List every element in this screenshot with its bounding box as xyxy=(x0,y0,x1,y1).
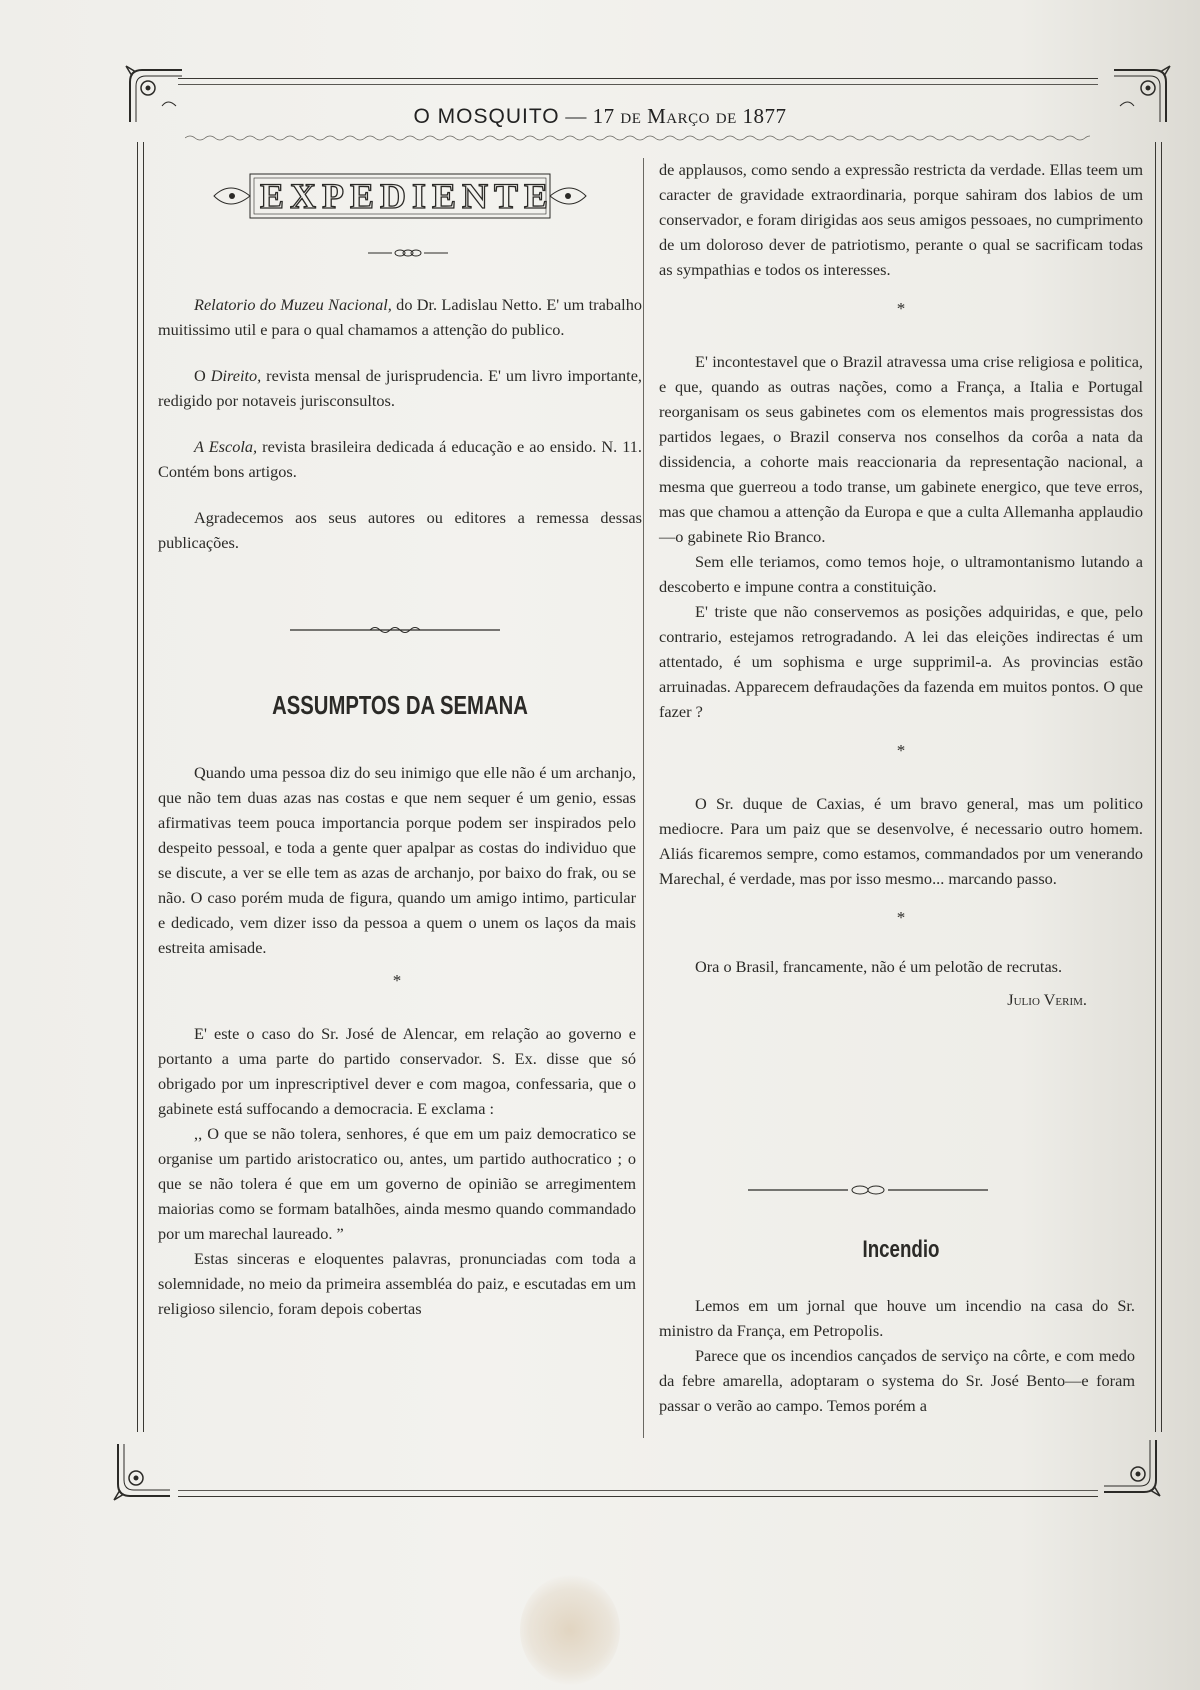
publication-title: Relatorio do Muzeu Nacional, xyxy=(194,295,392,314)
header-wavy-rule xyxy=(185,134,1090,142)
incendio-paragraph-1: Lemos em um jornal que houve um incendio na casa do Sr. ministro da França, em Petropolis. xyxy=(659,1296,1135,1340)
continuation-paragraph: de applausos, como sendo a expressão restricta da verdade. Ellas teem um caracter de gravidade extraordinaria, porque sahiram dos labios de um conservador, e foram dirigidas aos seus amigos pessoaes, no cumprimento de um doloroso dever de patriotismo, perante o qual se sacrificam todas as sympathias e todos os interesses. xyxy=(659,160,1143,279)
incendio-section xyxy=(659,1293,1135,1418)
section-star: * xyxy=(896,299,906,318)
publication-title: A Escola, xyxy=(194,437,258,456)
sem-elle-paragraph: Sem elle teriamos, como temos hoje, o ultramontanismo lutando a descoberto e impune contra a constituição. xyxy=(659,552,1143,596)
expediente-item-relatorio xyxy=(158,292,642,342)
frame-bottom-rule-inner xyxy=(178,1490,1098,1491)
header-dash: — xyxy=(565,104,587,128)
expediente-text: revista mensal de jurisprudencia. E' um livro importante, redigido por notaveis jurisconsultos. xyxy=(158,366,642,410)
expediente-prefix: O xyxy=(194,366,211,385)
assumptos-paragraph-3: Estas sinceras e eloquentes palavras, pronunciadas com toda a solemnidade, no meio da primeira assembléa do paiz, e escutadas em um religioso silencio, foram depois cobertas xyxy=(158,1249,636,1318)
expediente-text: do Dr. Ladislau Netto. E' um trabalho muitissimo util e para o qual chamamos a attenção do publico. xyxy=(158,295,642,339)
frame-bottom-rule xyxy=(178,1496,1098,1497)
expediente-item-escola xyxy=(158,434,642,484)
frame-left-rule xyxy=(137,142,138,1432)
page-header xyxy=(150,104,1050,134)
section-star: * xyxy=(896,741,906,760)
paper-stain xyxy=(520,1575,620,1685)
ora-paragraph: Ora o Brasil, francamente, não é um pelotão de recrutas. xyxy=(695,957,1063,976)
column-divider xyxy=(643,158,644,1438)
frame-right-rule-inner xyxy=(1155,142,1156,1432)
assumptos-paragraph-1: Quando uma pessoa diz do seu inimigo que elle não é um archanjo, que não tem duas azas nas costas e que nem sequer é um genio, essas afirmativas teem pouca importancia porque podem ser inspirados pelo despeito pessoal, e toda a gente quer apalpar as costas do individuo que se discute, a ver se elle tem as azas de archanjo, por baixo do frak, ou se não. O caso porém muda de figura, quando um amigo intimo, particular e dedicado, vem dizer isso da pessoa a quem o unem os laços da mais estreita amisade. xyxy=(158,763,636,957)
caxias-paragraph: O Sr. duque de Caxias, é um bravo general, mas um politico mediocre. Para um paiz que se desenvolve, é necessario outro homem. Aliás ficaremos sempre, como estamos, commandados por um venerando Marechal, é verdade, mas por isso mesmo... marcando passo. xyxy=(659,794,1143,888)
expediente-flourish xyxy=(368,247,448,259)
assumptos-paragraph-2: E' este o caso do Sr. José de Alencar, em relação ao governo e portanto a uma parte do partido conservador. S. Ex. disse que só obrigado por um inprescriptivel dever e com magoa, confessaria, que o gabinete está suffocando a democracia. E exclama : xyxy=(158,1024,636,1118)
expediente-text: revista brasileira dedicada á educação e ao ensido. N. 11. Contém bons artigos. xyxy=(158,437,642,481)
incendio-separator-flourish xyxy=(748,1184,988,1196)
assumptos-section xyxy=(158,760,636,1321)
author-signature: Julio Verim. xyxy=(1007,990,1087,1009)
corner-ornament-bottom-right xyxy=(1100,1436,1164,1500)
expediente-text: Agradecemos aos seus autores ou editores a remessa dessas publicações. xyxy=(158,508,642,552)
publication-title: Direito, xyxy=(210,366,262,385)
right-column-continuation xyxy=(659,157,1143,1012)
section-separator-flourish xyxy=(290,625,500,635)
header-year: 1877 xyxy=(742,104,787,128)
corner-ornament-bottom-left xyxy=(110,1440,174,1504)
frame-top-rule-inner xyxy=(178,84,1098,85)
triste-paragraph: E' triste que não conservemos as posições adquiridas, e que, pelo contrario, estejamos retrogradando. A lei das eleições indirectas é um attentado, é um sophisma e urge supprimil-a. As provincias estão arruinadas. Apparecem defraudações da fazenda em muitos pontos. O que fazer ? xyxy=(659,602,1143,721)
expediente-item-agradecemos xyxy=(158,505,642,555)
incendio-paragraph-2: Parece que os incendios cançados de serviço na côrte, e com medo da febre amarella, adoptaram o systema do Sr. José Bento—e foram passar o verão ao campo. Temos porém a xyxy=(659,1346,1135,1415)
header-month: de Março de xyxy=(620,104,737,128)
section-star: * xyxy=(392,971,402,990)
newspaper-name: O MOSQUITO xyxy=(413,105,560,128)
frame-left-rule-inner xyxy=(143,142,144,1432)
corner-ornament-top-right xyxy=(1110,62,1174,126)
brazil-paragraph: E' incontestavel que o Brazil atravessa uma crise religiosa e politica, e que, quando as outras nações, como a França, a Italia e Portugal reorganisam os seus gabinetes com os elementos mais progressistas dos partidos legaes, o Brazil conserva nos conselhos da corôa a nata da dissidencia, a cohorte mais reaccionaria da representação nacional, a mesma que guerreou a todo transe, um gabinete energico, que teve erros, mas que chamou a attenção da Europa e que a culta Allemanha applaudio—o gabinete Rio Branco. xyxy=(659,352,1143,546)
expediente-section xyxy=(158,292,642,555)
expediente-heading xyxy=(210,170,590,222)
frame-top-rule xyxy=(178,78,1098,79)
frame-right-rule xyxy=(1161,142,1162,1432)
expediente-title: EXPEDIENTE xyxy=(260,176,555,216)
expediente-item-direito xyxy=(158,363,642,413)
assumptos-heading: ASSUMPTOS DA SEMANA xyxy=(272,690,528,720)
header-day: 17 xyxy=(592,104,615,128)
section-star: * xyxy=(896,908,906,927)
assumptos-quote: ,, O que se não tolera, senhores, é que em um paiz democratico se organise um partido aristocratico ou, antes, um partido authocratico ; o que se não tolera é que em um governo de opinião se arregimentem maiorias como se formam batalhões, ainda mesmo quando commandado por um marechal laureado. ” xyxy=(158,1124,636,1243)
incendio-heading: Incendio xyxy=(862,1236,940,1263)
